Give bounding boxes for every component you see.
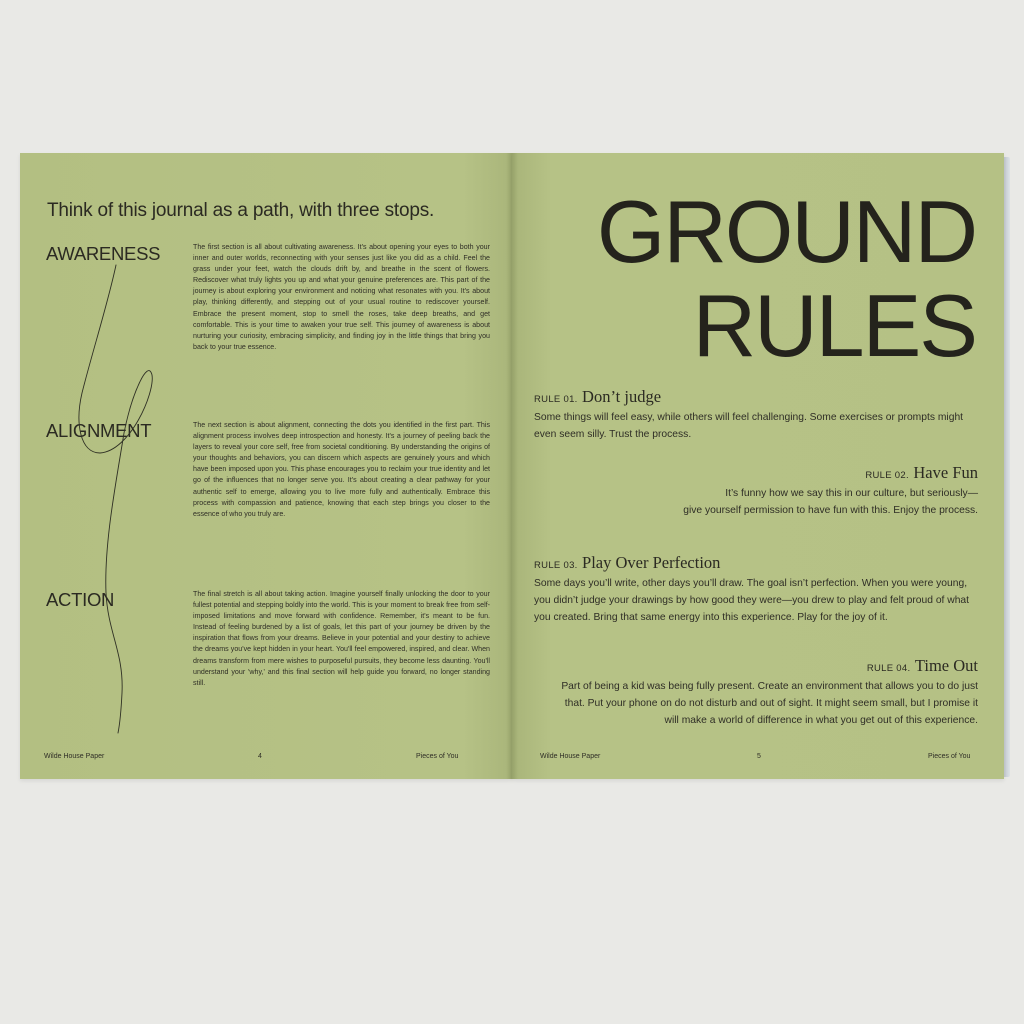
rule-02 <box>534 463 978 519</box>
rule-number: RULE 03. <box>534 560 578 571</box>
stage-heading-alignment: ALIGNMENT <box>46 420 152 441</box>
rule-body-line: that. Put your phone on do not disturb and out of sight. It might seem small, but I promise it <box>564 698 978 709</box>
rule-body: Some days you’ll write, other days you’ll draw. The goal isn’t perfection. When you were young, you didn’t judge your drawings by how good they were—you drew to play and felt proud of what you created. Bring that same energy into this experience. Play for the joy of it. <box>534 578 970 623</box>
footer-page-number: 4 <box>258 753 262 760</box>
right-page <box>512 153 1004 779</box>
stage-heading-awareness: AWARENESS <box>46 243 161 264</box>
stage-body-alignment: The next section is about alignment, connecting the dots you identified in the first part. This alignment process involves deep introspection and honesty. It's a journey of peeling back the layers to reveal your core self, free from societal conditioning. By understanding the origins of your thoughts and behaviors, you can discern which aspects are genuinely yours and which have been imposed upon you. This phase encourages you to reclaim your true identity and let go of the influences that no longer serve you. It's about creating a clear pathway for your authentic self to emerge, allowing you to live more fully and authentically. Embrace this process with compassion and patience, knowing that each step brings you closer to the essence of who you truly are. <box>193 421 490 518</box>
stage-body-action: The final stretch is all about taking action. Imagine yourself finally unlocking the door to your fullest potential and stepping boldly into the world. This is your moment to break free from self-imposed limitations and move forward with confidence. Remember, it's meant to be fun. Instead of feeling burdened by a list of goals, let this part of your journey be driven by the inspiration that flows from your dreams. Believe in your potential and your destiny to achieve the dreams you've kept hidden in your heart. You'll feel empowered, inspired, and clear. When dreams transform from mere wishes to purposeful pursuits, they become less daunting. You'll understand your 'why,' and this final section will help guide you forward, no longer standing still. <box>193 590 490 687</box>
stage-heading-action: ACTION <box>46 589 115 610</box>
open-journal <box>20 153 1010 779</box>
title-line-ground: GROUND <box>596 182 976 281</box>
title-line-rules: RULES <box>692 276 976 375</box>
rule-01 <box>534 387 978 443</box>
book-spine <box>506 153 518 779</box>
footer-book-title: Pieces of You <box>416 753 459 760</box>
rule-name: Play Over Perfection <box>582 553 721 572</box>
footer-book-title: Pieces of You <box>928 753 971 760</box>
rule-03 <box>534 553 978 626</box>
rule-body-line: will make a world of difference in what you get out of this experience. <box>664 715 978 726</box>
rule-04 <box>534 656 978 729</box>
rule-name: Don’t judge <box>582 387 662 406</box>
rule-name: Have Fun <box>913 463 978 482</box>
footer-publisher: Wilde House Paper <box>540 753 601 760</box>
rule-name: Time Out <box>914 656 978 675</box>
rule-body-line: It’s funny how we say this in our culture, but seriously— <box>725 488 978 499</box>
rule-number: RULE 04. <box>866 663 911 674</box>
footer-page-number: 5 <box>757 753 761 760</box>
footer-publisher: Wilde House Paper <box>44 753 105 760</box>
ground-rules-title <box>596 182 976 375</box>
left-page <box>20 153 512 779</box>
rule-body: Some things will feel easy, while others will feel challenging. Some exercises or prompts might even seem silly. Trust the process. <box>534 412 964 440</box>
rule-body-line: Part of being a kid was being fully present. Create an environment that allows you to do just <box>561 681 978 692</box>
left-page-title: Think of this journal as a path, with three stops. <box>47 200 435 221</box>
rule-body-line: give yourself permission to have fun with this. Enjoy the process. <box>683 505 978 516</box>
rule-number: RULE 01. <box>534 394 578 405</box>
stage-body-awareness: The first section is all about cultivating awareness. It's about opening your eyes to both your inner and outer worlds, reconnecting with your senses just like you did as a child. Feel the grass under your feet, watch the clouds drift by, and breathe in the scent of flowers. Rediscover what truly lights you up and what your genuine preferences are. This part of the journey is about exploring your environment and noticing what resonates with you. It's about play, thinking differently, and stepping out of your usual routine to rediscover yourself. Embrace the present moment, stop to smell the roses, take deep breaths, and get comfortable. This is your time to awaken your true self. This journey of awareness is about nurturing your curiosity, embracing simplicity, and finding joy in the little things that bring you back to your true essence. <box>193 243 490 351</box>
rule-number: RULE 02. <box>865 470 909 481</box>
